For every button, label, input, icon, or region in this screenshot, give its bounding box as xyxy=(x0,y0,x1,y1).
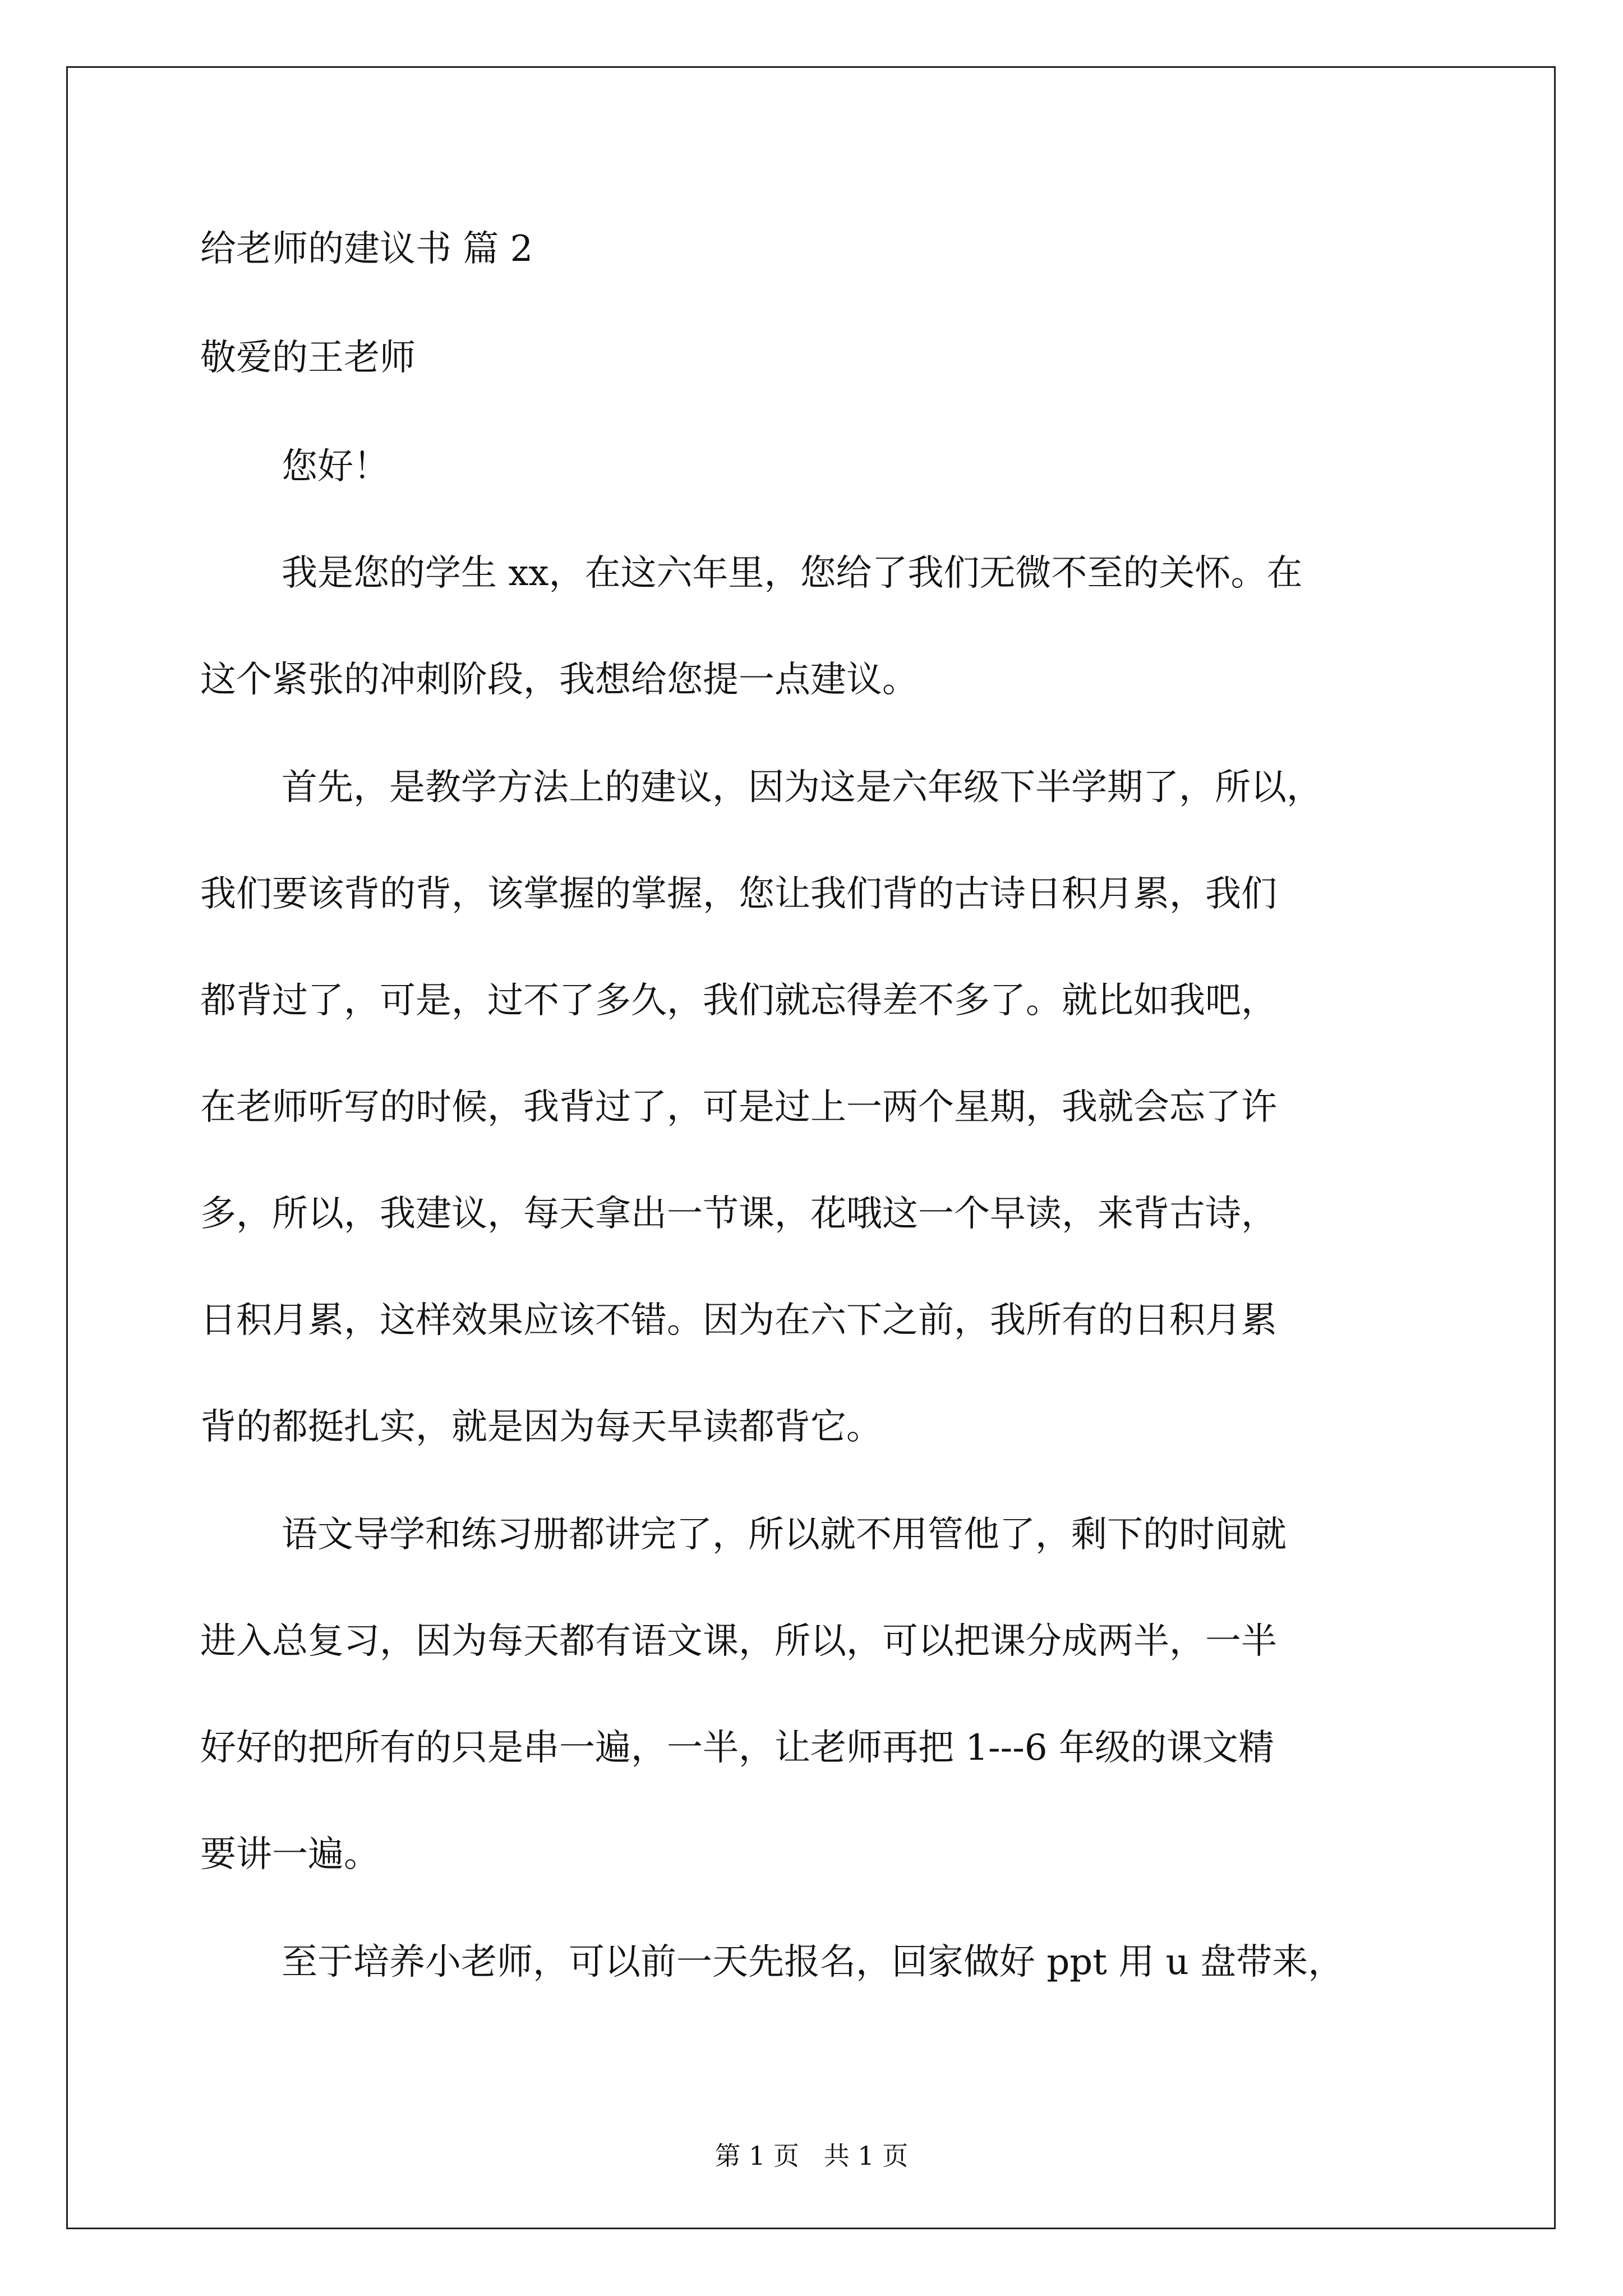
paragraph-line: 语文导学和练习册都讲完了，所以就不用管他了，剩下的时间就 xyxy=(282,1514,1287,1556)
paragraph-line: 要讲一遍。 xyxy=(200,1834,380,1875)
salutation: 敬爱的王老师 xyxy=(200,337,416,379)
paragraph-line: 背的都挺扎实，就是因为每天早读都背它。 xyxy=(200,1406,882,1448)
paragraph-line: 好好的把所有的只是串一遍，一半，让老师再把 1---6 年级的课文精 xyxy=(200,1727,1274,1769)
paragraph-line: 都背过了，可是，过不了多久，我们就忘得差不多了。就比如我吧， xyxy=(200,980,1277,1022)
document-title: 给老师的建议书 篇 2 xyxy=(200,228,533,270)
greeting: 您好！ xyxy=(282,446,389,487)
paragraph-line: 至于培养小老师，可以前一天先报名，回家做好 ppt 用 u 盘带来， xyxy=(282,1941,1344,1983)
paragraph-line: 首先，是教学方法上的建议，因为这是六年级下半学期了，所以， xyxy=(282,767,1322,808)
paragraph-line: 日积月累，这样效果应该不错。因为在六下之前，我所有的日积月累 xyxy=(200,1300,1277,1341)
paragraph-line: 我是您的学生 xx，在这六年里，您给了我们无微不至的关怀。在 xyxy=(282,553,1303,594)
paragraph-line: 进入总复习，因为每天都有语文课，所以，可以把课分成两半，一半 xyxy=(200,1621,1277,1662)
page-footer: 第 1 页 共 1 页 xyxy=(714,2141,909,2171)
paragraph-line: 我们要该背的背，该掌握的掌握，您让我们背的古诗日积月累，我们 xyxy=(200,873,1277,915)
page-border xyxy=(66,66,1556,2229)
paragraph-line: 在老师听写的时候，我背过了，可是过上一两个星期，我就会忘了许 xyxy=(200,1087,1277,1128)
paragraph-line: 这个紧张的冲刺阶段，我想给您提一点建议。 xyxy=(200,659,918,701)
paragraph-line: 多，所以，我建议，每天拿出一节课，花哦这一个早读，来背古诗， xyxy=(200,1193,1277,1235)
